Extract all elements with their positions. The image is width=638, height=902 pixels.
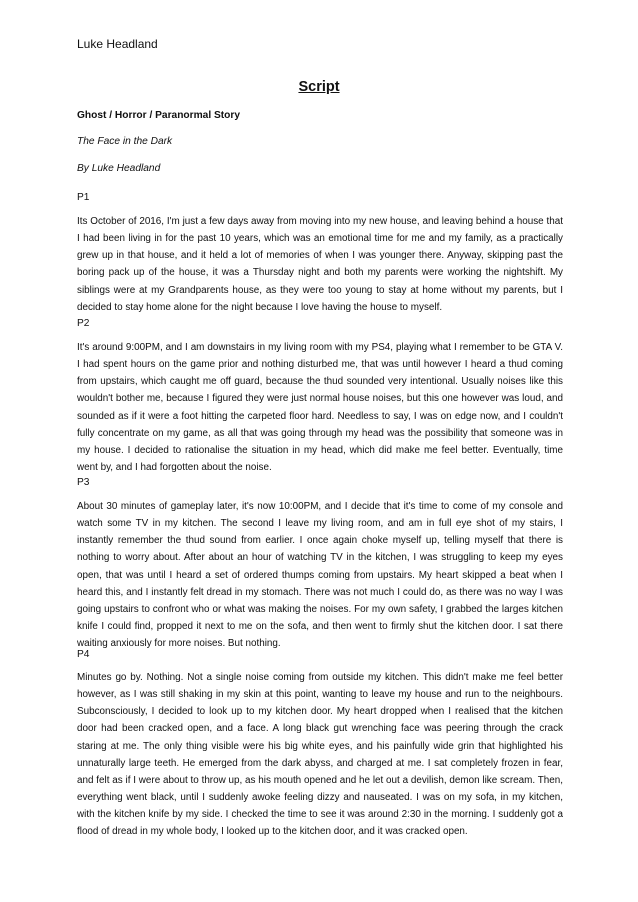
section-paragraph-p4: Minutes go by. Nothing. Not a single noise coming from outside my kitchen. This didn't make me feel better however, as I was still shaking in my skin at this point, wanting to leave my house and run to the neighbours. Subconsciously, I decided to look up to my kitchen door. My heart dropped when I realised that the kitchen door had been cracked open, and a face. A long black gut wrenching face was peering through the crack staring at me. The only thing visible were his big white eyes, and his painfully wide grin that highlighted his unnaturally large teeth. He emerged from the dark abyss, and charged at me. I sat completely frozen in fear, and felt as if I were about to throw up, as his mouth opened and he let out a devilish, demon like scream. Then, everything went black, until I suddenly awoke feeling dizzy and nauseated. I was on my sofa, in my kitchen, with the kitchen knife by my side. I checked the time to see it was around 2:30 in the morning. I suddenly got a flood of dread in my whole body, I looked up to the kitchen door, and it was cracked open. — [77, 672, 563, 838]
section-paragraph-p1: Its October of 2016, I'm just a few days away from moving into my new house, and leaving behind a house that I had been living in for the past 10 years, which was an emotional time for me and my family, as a practically grew up in that house, and it held a lot of memories of when I was younger there. Anyway, skipping past the boring pack up of the house, it was a Thursday night and both my parents were working the nightshift. My siblings were at my Grandparents house, as they were too young to stay at home without my parents, but I decided to stay home alone for the night because I love having the house to myself. — [77, 216, 563, 313]
section-label-p3: P3 — [77, 477, 90, 488]
section-paragraph-p3: About 30 minutes of gameplay later, it's now 10:00PM, and I decide that it's time to come of my console and watch some TV in my kitchen. The second I leave my living room, and am in full eye shot of my stairs, I instantly remember the thud sound from earlier. I once again choke myself up, telling myself that there is nothing to worry about. After about an hour of watching TV in the kitchen, I was struggling to keep my eyes open, that was until I heard a set of ordered thumps coming from upstairs. My heart skipped a beat when I heard this, and I instantly felt dread in my stomach. There was not much I could do, as there was no way I was going upstairs to confront who or what was making the noises. For my own safety, I grabbed the larges kitchen knife I could find, propped it next to me on the sofa, and then went to firmly shut the kitchen door. I sat there waiting anxiously for more noises. But nothing. — [77, 501, 563, 650]
section-label-p4: P4 — [77, 649, 90, 660]
section-label-p2: P2 — [77, 318, 90, 329]
byline: By Luke Headland — [77, 163, 161, 174]
document-title: Script — [298, 79, 340, 95]
genre-line: Ghost / Horror / Paranormal Story — [77, 110, 241, 121]
story-title: The Face in the Dark — [77, 136, 173, 147]
section-label-p1: P1 — [77, 192, 90, 203]
section-paragraph-p2: It's around 9:00PM, and I am downstairs in my living room with my PS4, playing what I remember to be GTA V. I had spent hours on the game prior and nothing disturbed me, that was until however I heard a thud coming from upstairs, which caught me off guard, because the thud sounded very intentional. Usually noises like this wouldn't bother me, because I figured they were just normal house noises, but this one however was loud, and sounded as if it were a foot hitting the carpeted floor hard. Needless to say, I was on edge now, and I couldn't fully concentrate on my game, as all that was going through my head was the possibility that someone was in my house. I decided to rationalise the situation in my head, which did make me feel better. Eventually, time went by, and I had forgotten about the noise. — [77, 342, 563, 474]
header-author-name: Luke Headland — [77, 37, 158, 51]
